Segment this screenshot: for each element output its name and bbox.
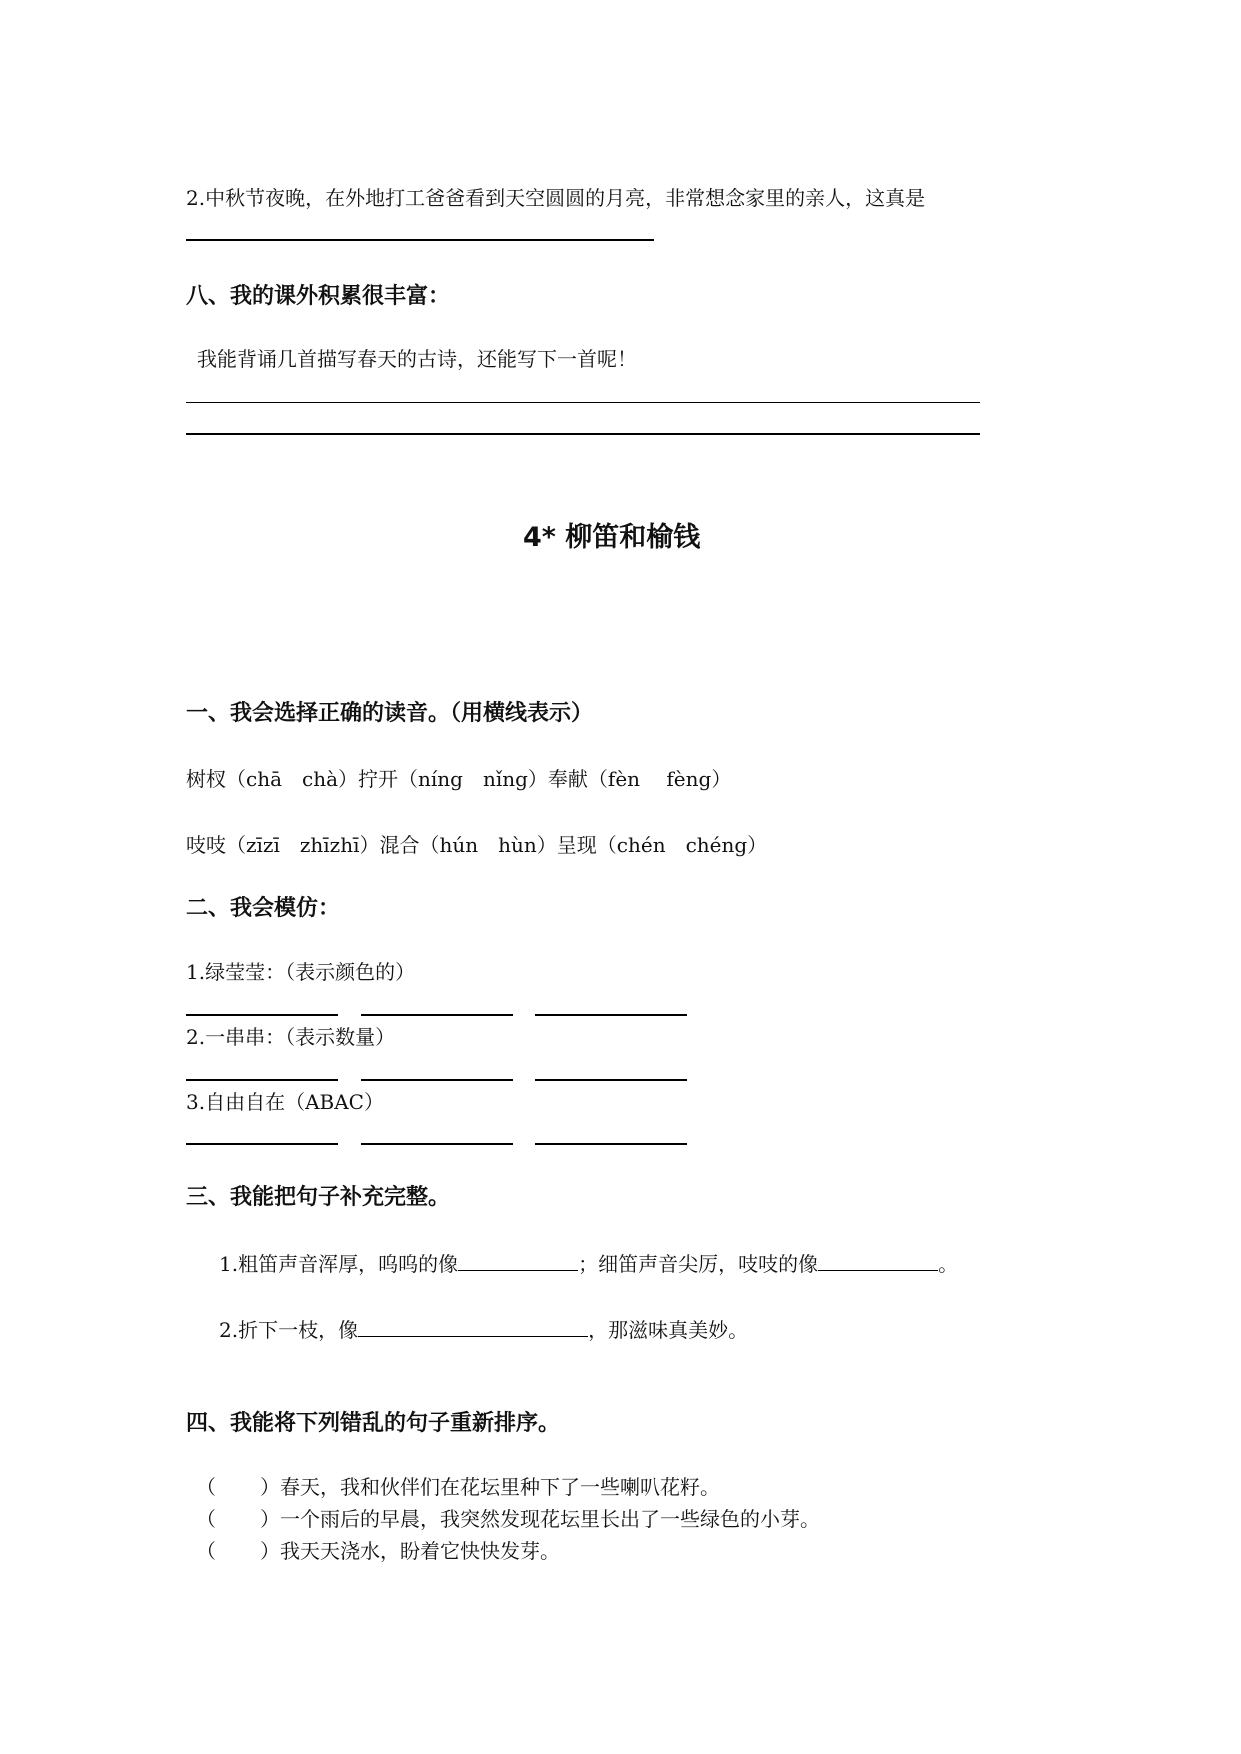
order-open-paren: （ bbox=[196, 1507, 216, 1531]
imitate-3-blank-1[interactable] bbox=[186, 1143, 338, 1145]
order-close-paren: ） bbox=[260, 1507, 280, 1531]
answer-line-q2[interactable] bbox=[186, 239, 654, 241]
imitate-2-blank-3[interactable] bbox=[535, 1079, 687, 1081]
order-sentence-2: 一个雨后的早晨，我突然发现花坛里长出了一些绿色的小芽。 bbox=[280, 1507, 820, 1531]
order-close-paren: ） bbox=[260, 1475, 280, 1499]
imitate-2-blank-2[interactable] bbox=[361, 1079, 513, 1081]
section-8-header: 八、我的课外积累很丰富： bbox=[186, 284, 451, 309]
imitate-1-blank-3[interactable] bbox=[535, 1014, 687, 1016]
section-2-header: 二、我会模仿： bbox=[186, 896, 341, 921]
imitate-1-blank-2[interactable] bbox=[361, 1014, 513, 1016]
pinyin-row-2: 吱吱（zīzī zhīzhī）混合（hún hùn）呈现（chén chéng） bbox=[186, 833, 768, 857]
order-close-paren: ） bbox=[260, 1539, 280, 1563]
section-4-header: 四、我能将下列错乱的句子重新排序。 bbox=[186, 1411, 561, 1436]
sentence-1-part-b: ；细笛声音尖厉，吱吱的像 bbox=[578, 1252, 819, 1276]
pinyin-row-1: 树杈（chā chà）拧开（níng nǐng）奉献（fèn fèng） bbox=[186, 767, 732, 791]
imitate-item-2: 2.一串串：（表示数量） bbox=[186, 1025, 396, 1049]
sentence-1-blank-2[interactable] bbox=[818, 1250, 938, 1271]
answer-line-poem-2[interactable] bbox=[186, 433, 980, 435]
sentence-1-part-a: 1.粗笛声音浑厚，呜呜的像 bbox=[219, 1252, 459, 1276]
section-1-header: 一、我会选择正确的读音。（用横线表示） bbox=[186, 701, 594, 726]
order-sentence-1: 春天，我和伙伴们在花坛里种下了一些喇叭花籽。 bbox=[280, 1475, 720, 1499]
imitate-item-3: 3.自由自在（ABAC） bbox=[186, 1090, 384, 1114]
imitate-3-blank-3[interactable] bbox=[535, 1143, 687, 1145]
order-item-1 bbox=[196, 1474, 720, 1500]
sentence-1-part-c: 。 bbox=[938, 1252, 959, 1276]
order-open-paren: （ bbox=[196, 1475, 216, 1499]
complete-sentence-2 bbox=[219, 1316, 748, 1343]
imitate-2-blank-1[interactable] bbox=[186, 1079, 338, 1081]
imitate-3-blank-2[interactable] bbox=[361, 1143, 513, 1145]
imitate-item-1: 1.绿莹莹：（表示颜色的） bbox=[186, 960, 416, 984]
imitate-1-blank-1[interactable] bbox=[186, 1014, 338, 1016]
order-sentence-3: 我天天浇水，盼着它快快发芽。 bbox=[280, 1539, 560, 1563]
order-open-paren: （ bbox=[196, 1539, 216, 1563]
sentence-2-part-b: ，那滋味真美妙。 bbox=[588, 1318, 749, 1342]
sentence-2-blank[interactable] bbox=[358, 1316, 588, 1337]
section-8-prompt: 我能背诵几首描写春天的古诗，还能写下一首呢！ bbox=[197, 347, 637, 371]
order-item-3 bbox=[196, 1538, 560, 1564]
question-2-text: 2.中秋节夜晚，在外地打工爸爸看到天空圆圆的月亮，非常想念家里的亲人，这真是 bbox=[186, 186, 926, 210]
section-3-header: 三、我能把句子补充完整。 bbox=[186, 1185, 451, 1210]
lesson-title: 4* 柳笛和榆钱 bbox=[523, 522, 701, 553]
answer-line-poem-1[interactable] bbox=[186, 402, 980, 403]
sentence-2-part-a: 2.折下一枝，像 bbox=[219, 1318, 359, 1342]
complete-sentence-1 bbox=[219, 1250, 958, 1277]
sentence-1-blank-1[interactable] bbox=[458, 1250, 578, 1271]
order-item-2 bbox=[196, 1506, 820, 1532]
